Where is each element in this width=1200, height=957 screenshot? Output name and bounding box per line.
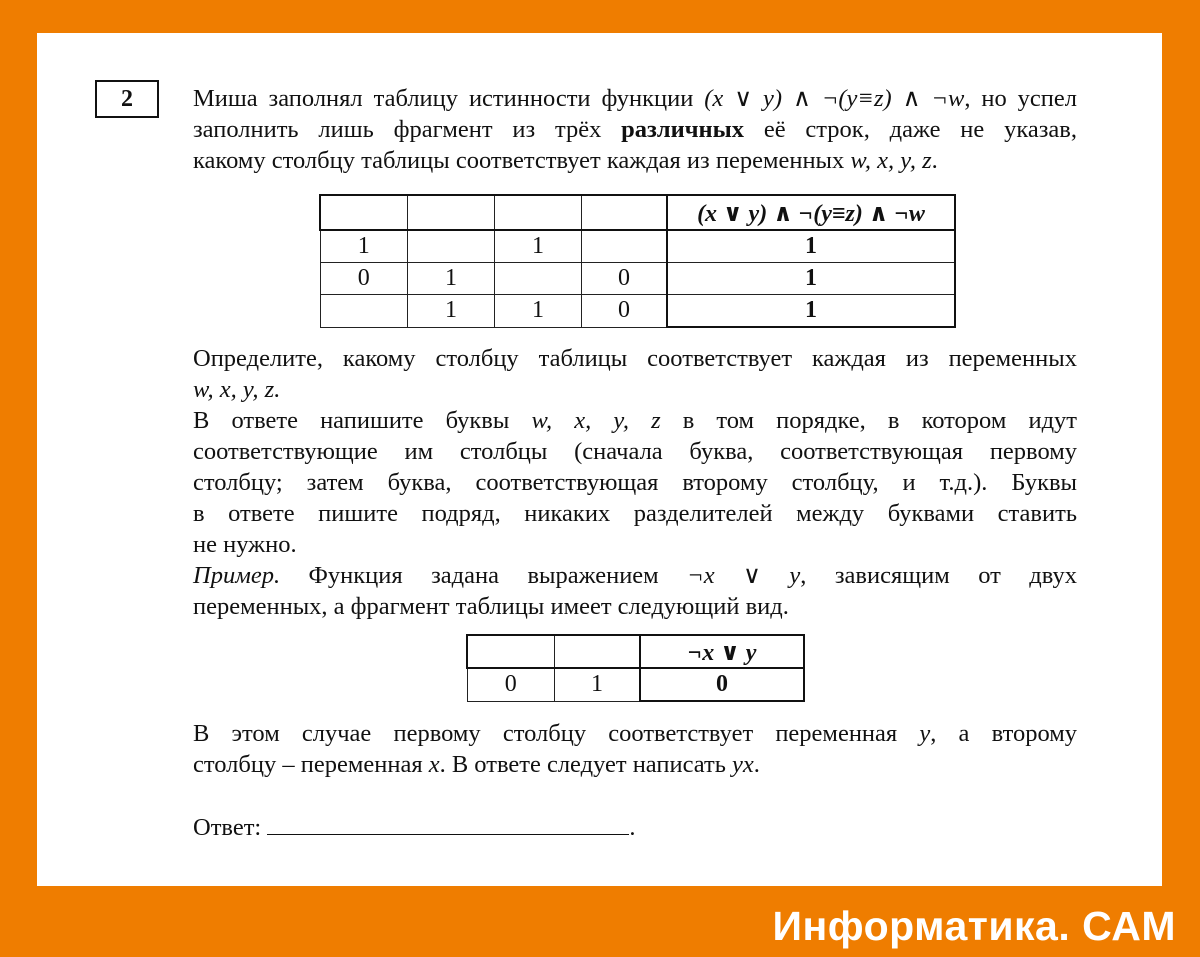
example-text: Функция задана выражением [280,562,688,589]
table-cell: 1 [408,263,495,295]
table-cell [495,263,582,295]
instruction-text: соответствующие им столбцы (сначала буква, соответствующая первому [193,438,1077,465]
variables-list: w, x, y, z. [193,376,281,403]
table-cell: 1 [495,230,582,263]
task-intro [193,83,1077,176]
intro-text: Миша заполнял таблицу истинности функции [193,85,705,112]
example-table-header [467,635,804,668]
header-cell [467,635,555,668]
question-text [193,343,1077,622]
answer-label: Ответ: [193,814,268,841]
function-header-cell: ¬x ∨ y [640,635,804,668]
table-cell: 0 [582,263,668,295]
example-text: , зависящим от двух [800,562,1077,589]
table-row [320,230,955,263]
example-explanation [193,718,1077,780]
function-header-cell: (x ∨ y) ∧ ¬(y≡z) ∧ ¬w [667,195,955,230]
explanation-text: . [753,751,760,778]
header-cell [495,195,582,230]
variable: y [919,720,931,747]
truth-table-header [320,195,955,230]
table-cell: 1 [555,668,641,701]
table-row [320,263,955,295]
explanation-text: . В ответе следует написать [439,751,733,778]
instruction-text: в том порядке, в котором идут [660,407,1077,434]
example-label: Пример. [193,562,281,589]
truth-table [319,194,956,328]
intro-text: . [931,147,938,174]
table-cell [582,230,668,263]
table-cell: 0 [582,295,668,328]
task-number-box: 2 [95,80,159,118]
example-formula: ¬x ∨ y [687,562,801,589]
function-formula: (x ∨ y) ∧ ¬(y≡z) ∧ ¬w [704,85,965,112]
table-cell [320,295,408,328]
question-line: Определите, какому столбцу таблицы соответствует каждая из переменных [193,345,1077,372]
function-value-cell: 1 [667,230,955,263]
header-cell [582,195,668,230]
answer-row [193,812,635,842]
explanation-text: , а второму [930,720,1077,747]
emphasis-text: различных [621,116,745,143]
answer-period: . [629,814,636,841]
instruction-text: в ответе пишите подряд, никаких разделителей между буквами ставить [193,500,1077,527]
example-table [466,634,805,702]
intro-text: какому столбцу таблицы соответствует каждая из переменных [193,147,851,174]
instruction-text: столбцу; затем буква, соответствующая второму столбцу, и т.д.). Буквы [193,469,1077,496]
table-cell: 0 [320,263,408,295]
answer-field[interactable] [267,812,629,835]
intro-text: , но успел [964,85,1077,112]
variable: x [428,751,440,778]
table-cell: 1 [320,230,408,263]
table-row [320,295,955,328]
table-cell: 1 [408,295,495,328]
intro-text: её строк, даже не указав, [744,116,1077,143]
table-cell [408,230,495,263]
header-cell [408,195,495,230]
variables-list: w, x, y, z [531,407,661,434]
instruction-text: не нужно. [193,531,297,558]
brand-footer: Информатика. САМ [772,903,1176,949]
function-value-cell: 1 [667,263,955,295]
function-value-cell: 1 [667,295,955,328]
header-cell [320,195,408,230]
table-cell: 1 [495,295,582,328]
function-value-cell: 0 [640,668,804,701]
explanation-text: столбцу – переменная [193,751,429,778]
instruction-text: В ответе напишите буквы [193,407,532,434]
explanation-text: В этом случае первому столбцу соответствует переменная [193,720,920,747]
table-row [467,668,804,701]
table-cell: 0 [467,668,555,701]
intro-text: заполнить лишь фрагмент из трёх [193,116,622,143]
header-cell [555,635,641,668]
example-answer: yx [732,751,754,778]
variables-list: w, x, y, z [850,147,932,174]
example-text: переменных, а фрагмент таблицы имеет следующий вид. [193,593,789,620]
